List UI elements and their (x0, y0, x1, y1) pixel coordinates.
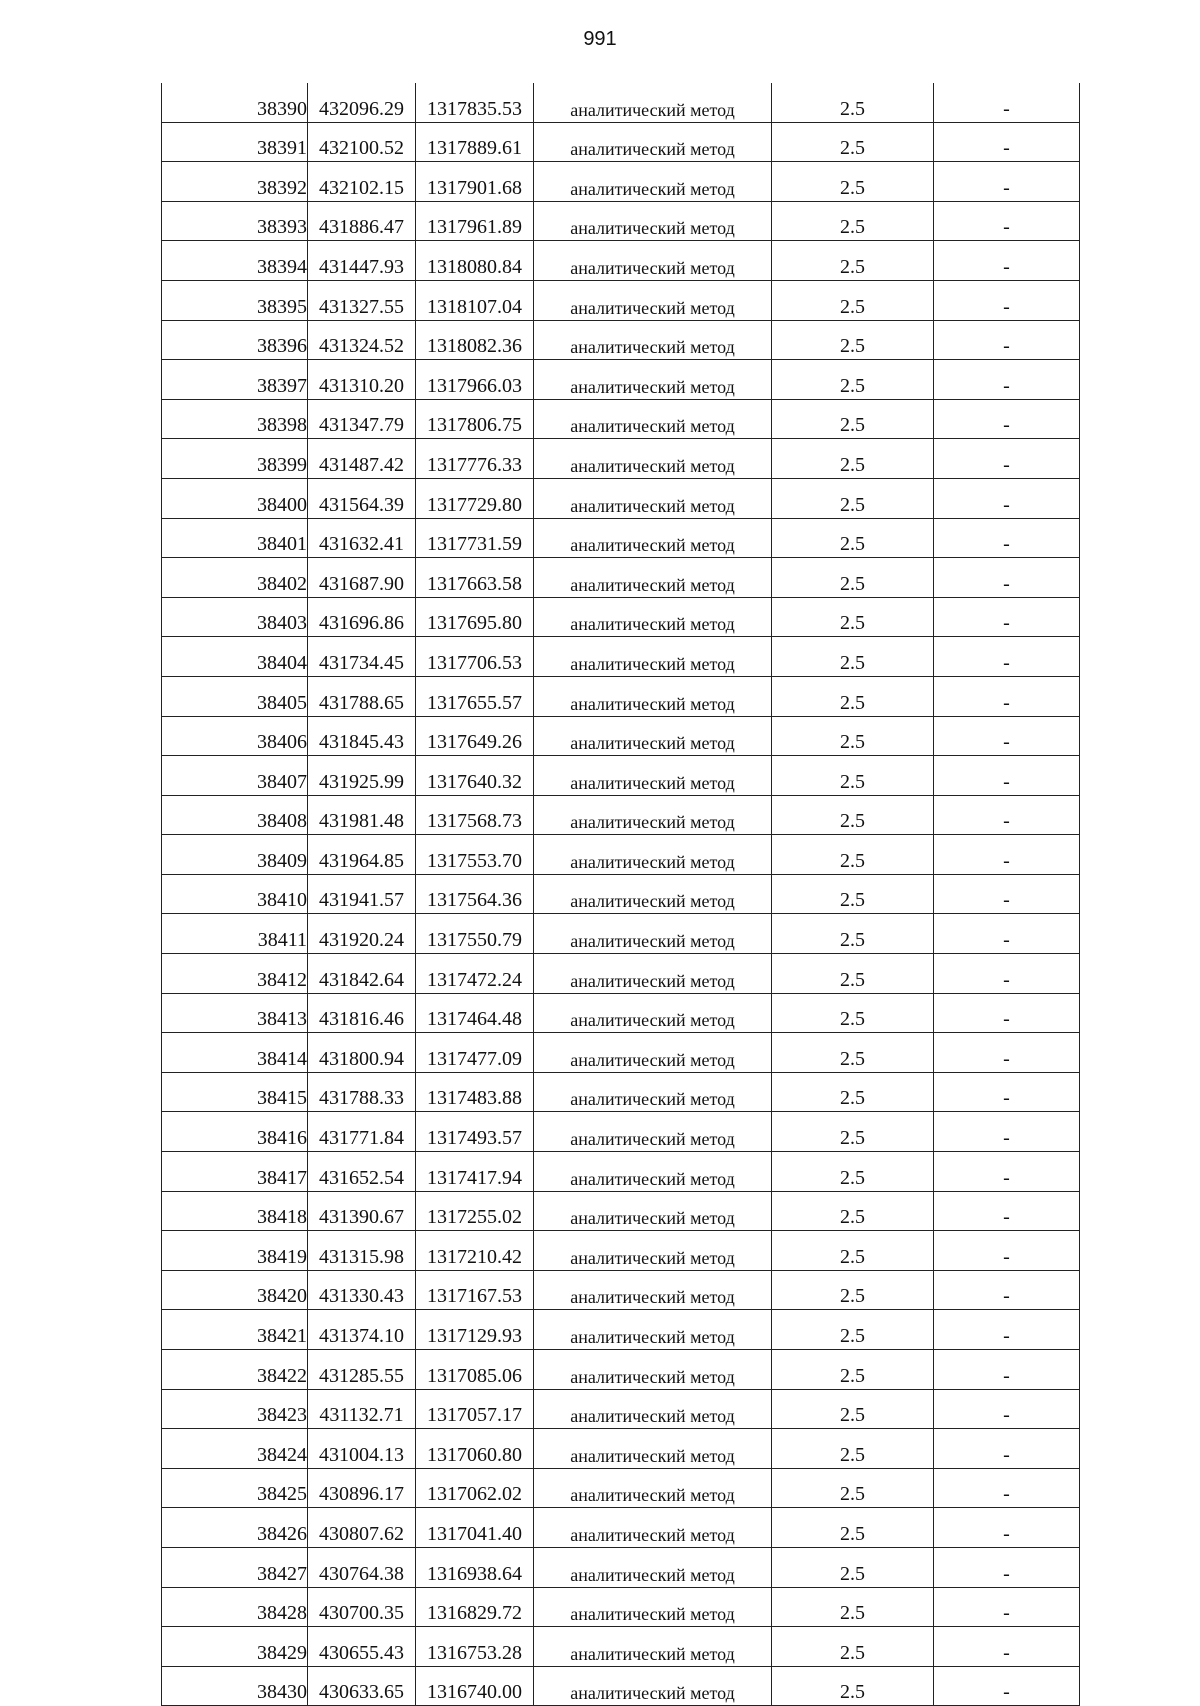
point-number-cell: 38411 (162, 914, 308, 954)
table-row (162, 637, 1080, 677)
table-row (162, 122, 1080, 162)
point-number-cell: 38390 (162, 83, 308, 122)
method-cell: аналитический метод (534, 1508, 772, 1548)
accuracy-cell: 2.5 (772, 954, 934, 994)
method-cell: аналитический метод (534, 280, 772, 320)
x-coordinate-cell: 431788.65 (308, 676, 416, 716)
method-cell: аналитический метод (534, 162, 772, 202)
x-coordinate-cell: 431327.55 (308, 280, 416, 320)
method-cell: аналитический метод (534, 320, 772, 360)
y-coordinate-cell: 1317062.02 (416, 1468, 534, 1508)
accuracy-cell: 2.5 (772, 1389, 934, 1429)
table-row (162, 1389, 1080, 1429)
y-coordinate-cell: 1317649.26 (416, 716, 534, 756)
x-coordinate-cell: 431687.90 (308, 558, 416, 598)
point-number-cell: 38418 (162, 1191, 308, 1231)
method-cell: аналитический метод (534, 795, 772, 835)
note-cell: - (934, 1587, 1080, 1627)
method-cell: аналитический метод (534, 1231, 772, 1271)
point-number-cell: 38396 (162, 320, 308, 360)
y-coordinate-cell: 1318107.04 (416, 280, 534, 320)
point-number-cell: 38391 (162, 122, 308, 162)
accuracy-cell: 2.5 (772, 795, 934, 835)
accuracy-cell: 2.5 (772, 241, 934, 281)
note-cell: - (934, 1270, 1080, 1310)
point-number-cell: 38394 (162, 241, 308, 281)
point-number-cell: 38399 (162, 439, 308, 479)
point-number-cell: 38429 (162, 1627, 308, 1667)
table-row (162, 1033, 1080, 1073)
x-coordinate-cell: 431920.24 (308, 914, 416, 954)
accuracy-cell: 2.5 (772, 993, 934, 1033)
table-row (162, 1627, 1080, 1667)
accuracy-cell: 2.5 (772, 1666, 934, 1706)
note-cell: - (934, 1072, 1080, 1112)
y-coordinate-cell: 1317729.80 (416, 478, 534, 518)
method-cell: аналитический метод (534, 993, 772, 1033)
note-cell: - (934, 1231, 1080, 1271)
note-cell: - (934, 835, 1080, 875)
method-cell: аналитический метод (534, 1152, 772, 1192)
note-cell: - (934, 83, 1080, 122)
method-cell: аналитический метод (534, 756, 772, 796)
method-cell: аналитический метод (534, 1270, 772, 1310)
accuracy-cell: 2.5 (772, 1468, 934, 1508)
table-row (162, 1112, 1080, 1152)
x-coordinate-cell: 431315.98 (308, 1231, 416, 1271)
x-coordinate-cell: 431845.43 (308, 716, 416, 756)
y-coordinate-cell: 1317417.94 (416, 1152, 534, 1192)
y-coordinate-cell: 1317553.70 (416, 835, 534, 875)
point-number-cell: 38409 (162, 835, 308, 875)
accuracy-cell: 2.5 (772, 1231, 934, 1271)
table-row (162, 1350, 1080, 1390)
x-coordinate-cell: 431886.47 (308, 201, 416, 241)
point-number-cell: 38393 (162, 201, 308, 241)
point-number-cell: 38426 (162, 1508, 308, 1548)
accuracy-cell: 2.5 (772, 558, 934, 598)
x-coordinate-cell: 432096.29 (308, 83, 416, 122)
method-cell: аналитический метод (534, 716, 772, 756)
point-number-cell: 38427 (162, 1547, 308, 1587)
method-cell: аналитический метод (534, 676, 772, 716)
y-coordinate-cell: 1318082.36 (416, 320, 534, 360)
x-coordinate-cell: 430633.65 (308, 1666, 416, 1706)
y-coordinate-cell: 1317961.89 (416, 201, 534, 241)
x-coordinate-cell: 431330.43 (308, 1270, 416, 1310)
point-number-cell: 38419 (162, 1231, 308, 1271)
note-cell: - (934, 1152, 1080, 1192)
table-row (162, 83, 1080, 122)
accuracy-cell: 2.5 (772, 201, 934, 241)
y-coordinate-cell: 1317695.80 (416, 597, 534, 637)
table-row (162, 1508, 1080, 1548)
point-number-cell: 38412 (162, 954, 308, 994)
table-row (162, 1429, 1080, 1469)
y-coordinate-cell: 1317655.57 (416, 676, 534, 716)
note-cell: - (934, 676, 1080, 716)
x-coordinate-cell: 431347.79 (308, 399, 416, 439)
accuracy-cell: 2.5 (772, 478, 934, 518)
point-number-cell: 38410 (162, 874, 308, 914)
page-number: 991 (583, 28, 617, 50)
y-coordinate-cell: 1317483.88 (416, 1072, 534, 1112)
method-cell: аналитический метод (534, 1468, 772, 1508)
accuracy-cell: 2.5 (772, 1627, 934, 1667)
y-coordinate-cell: 1316938.64 (416, 1547, 534, 1587)
method-cell: аналитический метод (534, 83, 772, 122)
table-row (162, 716, 1080, 756)
y-coordinate-cell: 1316829.72 (416, 1587, 534, 1627)
y-coordinate-cell: 1317129.93 (416, 1310, 534, 1350)
x-coordinate-cell: 430764.38 (308, 1547, 416, 1587)
accuracy-cell: 2.5 (772, 1270, 934, 1310)
table-row (162, 1468, 1080, 1508)
table-row (162, 756, 1080, 796)
x-coordinate-cell: 431816.46 (308, 993, 416, 1033)
x-coordinate-cell: 431487.42 (308, 439, 416, 479)
note-cell: - (934, 716, 1080, 756)
method-cell: аналитический метод (534, 1389, 772, 1429)
x-coordinate-cell: 431788.33 (308, 1072, 416, 1112)
note-cell: - (934, 1350, 1080, 1390)
x-coordinate-cell: 431964.85 (308, 835, 416, 875)
x-coordinate-cell: 431734.45 (308, 637, 416, 677)
method-cell: аналитический метод (534, 1587, 772, 1627)
x-coordinate-cell: 431632.41 (308, 518, 416, 558)
note-cell: - (934, 280, 1080, 320)
table-row (162, 320, 1080, 360)
point-number-cell: 38421 (162, 1310, 308, 1350)
x-coordinate-cell: 431941.57 (308, 874, 416, 914)
note-cell: - (934, 756, 1080, 796)
table-row (162, 1152, 1080, 1192)
y-coordinate-cell: 1316753.28 (416, 1627, 534, 1667)
x-coordinate-cell: 431771.84 (308, 1112, 416, 1152)
note-cell: - (934, 1429, 1080, 1469)
table-row (162, 162, 1080, 202)
y-coordinate-cell: 1317550.79 (416, 914, 534, 954)
method-cell: аналитический метод (534, 1350, 772, 1390)
y-coordinate-cell: 1317640.32 (416, 756, 534, 796)
y-coordinate-cell: 1317706.53 (416, 637, 534, 677)
accuracy-cell: 2.5 (772, 1033, 934, 1073)
method-cell: аналитический метод (534, 637, 772, 677)
note-cell: - (934, 360, 1080, 400)
accuracy-cell: 2.5 (772, 1072, 934, 1112)
point-number-cell: 38422 (162, 1350, 308, 1390)
table-row (162, 1231, 1080, 1271)
method-cell: аналитический метод (534, 1033, 772, 1073)
y-coordinate-cell: 1317835.53 (416, 83, 534, 122)
note-cell: - (934, 637, 1080, 677)
accuracy-cell: 2.5 (772, 676, 934, 716)
y-coordinate-cell: 1317060.80 (416, 1429, 534, 1469)
table-row (162, 1270, 1080, 1310)
x-coordinate-cell: 431564.39 (308, 478, 416, 518)
point-number-cell: 38397 (162, 360, 308, 400)
accuracy-cell: 2.5 (772, 1429, 934, 1469)
accuracy-cell: 2.5 (772, 1587, 934, 1627)
point-number-cell: 38402 (162, 558, 308, 598)
point-number-cell: 38401 (162, 518, 308, 558)
method-cell: аналитический метод (534, 1310, 772, 1350)
x-coordinate-cell: 431285.55 (308, 1350, 416, 1390)
table-row (162, 439, 1080, 479)
x-coordinate-cell: 431800.94 (308, 1033, 416, 1073)
table-row (162, 1547, 1080, 1587)
accuracy-cell: 2.5 (772, 1112, 934, 1152)
note-cell: - (934, 1033, 1080, 1073)
y-coordinate-cell: 1317210.42 (416, 1231, 534, 1271)
x-coordinate-cell: 431004.13 (308, 1429, 416, 1469)
y-coordinate-cell: 1318080.84 (416, 241, 534, 281)
x-coordinate-cell: 432100.52 (308, 122, 416, 162)
point-number-cell: 38395 (162, 280, 308, 320)
accuracy-cell: 2.5 (772, 122, 934, 162)
accuracy-cell: 2.5 (772, 1152, 934, 1192)
point-number-cell: 38416 (162, 1112, 308, 1152)
method-cell: аналитический метод (534, 360, 772, 400)
accuracy-cell: 2.5 (772, 914, 934, 954)
coordinates-table (161, 83, 1080, 1706)
x-coordinate-cell: 431447.93 (308, 241, 416, 281)
method-cell: аналитический метод (534, 518, 772, 558)
accuracy-cell: 2.5 (772, 399, 934, 439)
table-row (162, 874, 1080, 914)
method-cell: аналитический метод (534, 478, 772, 518)
accuracy-cell: 2.5 (772, 716, 934, 756)
point-number-cell: 38417 (162, 1152, 308, 1192)
table-row (162, 241, 1080, 281)
point-number-cell: 38424 (162, 1429, 308, 1469)
accuracy-cell: 2.5 (772, 83, 934, 122)
y-coordinate-cell: 1317663.58 (416, 558, 534, 598)
method-cell: аналитический метод (534, 1627, 772, 1667)
table-row (162, 795, 1080, 835)
accuracy-cell: 2.5 (772, 1350, 934, 1390)
method-cell: аналитический метод (534, 1072, 772, 1112)
note-cell: - (934, 1508, 1080, 1548)
method-cell: аналитический метод (534, 201, 772, 241)
accuracy-cell: 2.5 (772, 1547, 934, 1587)
y-coordinate-cell: 1317731.59 (416, 518, 534, 558)
accuracy-cell: 2.5 (772, 1508, 934, 1548)
y-coordinate-cell: 1317085.06 (416, 1350, 534, 1390)
table-row (162, 360, 1080, 400)
x-coordinate-cell: 430700.35 (308, 1587, 416, 1627)
x-coordinate-cell: 430655.43 (308, 1627, 416, 1667)
accuracy-cell: 2.5 (772, 162, 934, 202)
point-number-cell: 38425 (162, 1468, 308, 1508)
note-cell: - (934, 795, 1080, 835)
note-cell: - (934, 399, 1080, 439)
method-cell: аналитический метод (534, 439, 772, 479)
y-coordinate-cell: 1317057.17 (416, 1389, 534, 1429)
point-number-cell: 38413 (162, 993, 308, 1033)
x-coordinate-cell: 431981.48 (308, 795, 416, 835)
table-row (162, 1191, 1080, 1231)
note-cell: - (934, 320, 1080, 360)
accuracy-cell: 2.5 (772, 874, 934, 914)
x-coordinate-cell: 431324.52 (308, 320, 416, 360)
y-coordinate-cell: 1317564.36 (416, 874, 534, 914)
point-number-cell: 38407 (162, 756, 308, 796)
accuracy-cell: 2.5 (772, 835, 934, 875)
method-cell: аналитический метод (534, 241, 772, 281)
table-row (162, 993, 1080, 1033)
y-coordinate-cell: 1317472.24 (416, 954, 534, 994)
table-row (162, 1072, 1080, 1112)
x-coordinate-cell: 431132.71 (308, 1389, 416, 1429)
table-row (162, 597, 1080, 637)
note-cell: - (934, 1191, 1080, 1231)
note-cell: - (934, 597, 1080, 637)
note-cell: - (934, 874, 1080, 914)
table-row (162, 399, 1080, 439)
point-number-cell: 38430 (162, 1666, 308, 1706)
y-coordinate-cell: 1317255.02 (416, 1191, 534, 1231)
x-coordinate-cell: 431390.67 (308, 1191, 416, 1231)
accuracy-cell: 2.5 (772, 597, 934, 637)
table-row (162, 518, 1080, 558)
point-number-cell: 38403 (162, 597, 308, 637)
method-cell: аналитический метод (534, 1666, 772, 1706)
note-cell: - (934, 1627, 1080, 1667)
x-coordinate-cell: 432102.15 (308, 162, 416, 202)
table-row (162, 676, 1080, 716)
y-coordinate-cell: 1317477.09 (416, 1033, 534, 1073)
point-number-cell: 38415 (162, 1072, 308, 1112)
accuracy-cell: 2.5 (772, 360, 934, 400)
note-cell: - (934, 478, 1080, 518)
y-coordinate-cell: 1317806.75 (416, 399, 534, 439)
y-coordinate-cell: 1317901.68 (416, 162, 534, 202)
x-coordinate-cell: 431696.86 (308, 597, 416, 637)
method-cell: аналитический метод (534, 914, 772, 954)
note-cell: - (934, 1389, 1080, 1429)
accuracy-cell: 2.5 (772, 1191, 934, 1231)
note-cell: - (934, 1310, 1080, 1350)
accuracy-cell: 2.5 (772, 320, 934, 360)
note-cell: - (934, 1112, 1080, 1152)
point-number-cell: 38408 (162, 795, 308, 835)
note-cell: - (934, 518, 1080, 558)
x-coordinate-cell: 431925.99 (308, 756, 416, 796)
method-cell: аналитический метод (534, 835, 772, 875)
method-cell: аналитический метод (534, 874, 772, 914)
table-row (162, 558, 1080, 598)
table-row (162, 1310, 1080, 1350)
note-cell: - (934, 1666, 1080, 1706)
y-coordinate-cell: 1317966.03 (416, 360, 534, 400)
table-row (162, 1666, 1080, 1706)
note-cell: - (934, 558, 1080, 598)
x-coordinate-cell: 431374.10 (308, 1310, 416, 1350)
y-coordinate-cell: 1317493.57 (416, 1112, 534, 1152)
y-coordinate-cell: 1317464.48 (416, 993, 534, 1033)
table-row (162, 280, 1080, 320)
point-number-cell: 38404 (162, 637, 308, 677)
y-coordinate-cell: 1316740.00 (416, 1666, 534, 1706)
point-number-cell: 38405 (162, 676, 308, 716)
point-number-cell: 38392 (162, 162, 308, 202)
method-cell: аналитический метод (534, 558, 772, 598)
point-number-cell: 38406 (162, 716, 308, 756)
accuracy-cell: 2.5 (772, 1310, 934, 1350)
table-row (162, 835, 1080, 875)
point-number-cell: 38423 (162, 1389, 308, 1429)
method-cell: аналитический метод (534, 1547, 772, 1587)
note-cell: - (934, 201, 1080, 241)
accuracy-cell: 2.5 (772, 637, 934, 677)
table-row (162, 954, 1080, 994)
accuracy-cell: 2.5 (772, 280, 934, 320)
note-cell: - (934, 162, 1080, 202)
accuracy-cell: 2.5 (772, 518, 934, 558)
x-coordinate-cell: 431652.54 (308, 1152, 416, 1192)
y-coordinate-cell: 1317776.33 (416, 439, 534, 479)
note-cell: - (934, 122, 1080, 162)
note-cell: - (934, 1547, 1080, 1587)
note-cell: - (934, 914, 1080, 954)
method-cell: аналитический метод (534, 1112, 772, 1152)
table-row (162, 1587, 1080, 1627)
y-coordinate-cell: 1317167.53 (416, 1270, 534, 1310)
accuracy-cell: 2.5 (772, 439, 934, 479)
note-cell: - (934, 241, 1080, 281)
y-coordinate-cell: 1317041.40 (416, 1508, 534, 1548)
x-coordinate-cell: 431310.20 (308, 360, 416, 400)
point-number-cell: 38398 (162, 399, 308, 439)
method-cell: аналитический метод (534, 1191, 772, 1231)
method-cell: аналитический метод (534, 399, 772, 439)
method-cell: аналитический метод (534, 122, 772, 162)
note-cell: - (934, 1468, 1080, 1508)
method-cell: аналитический метод (534, 954, 772, 994)
y-coordinate-cell: 1317889.61 (416, 122, 534, 162)
note-cell: - (934, 993, 1080, 1033)
method-cell: аналитический метод (534, 1429, 772, 1469)
table-row (162, 478, 1080, 518)
table-row (162, 201, 1080, 241)
point-number-cell: 38428 (162, 1587, 308, 1627)
x-coordinate-cell: 431842.64 (308, 954, 416, 994)
method-cell: аналитический метод (534, 597, 772, 637)
note-cell: - (934, 954, 1080, 994)
accuracy-cell: 2.5 (772, 756, 934, 796)
x-coordinate-cell: 430896.17 (308, 1468, 416, 1508)
point-number-cell: 38414 (162, 1033, 308, 1073)
y-coordinate-cell: 1317568.73 (416, 795, 534, 835)
note-cell: - (934, 439, 1080, 479)
point-number-cell: 38420 (162, 1270, 308, 1310)
table-row (162, 914, 1080, 954)
point-number-cell: 38400 (162, 478, 308, 518)
x-coordinate-cell: 430807.62 (308, 1508, 416, 1548)
coordinates-table-body (162, 83, 1080, 1706)
